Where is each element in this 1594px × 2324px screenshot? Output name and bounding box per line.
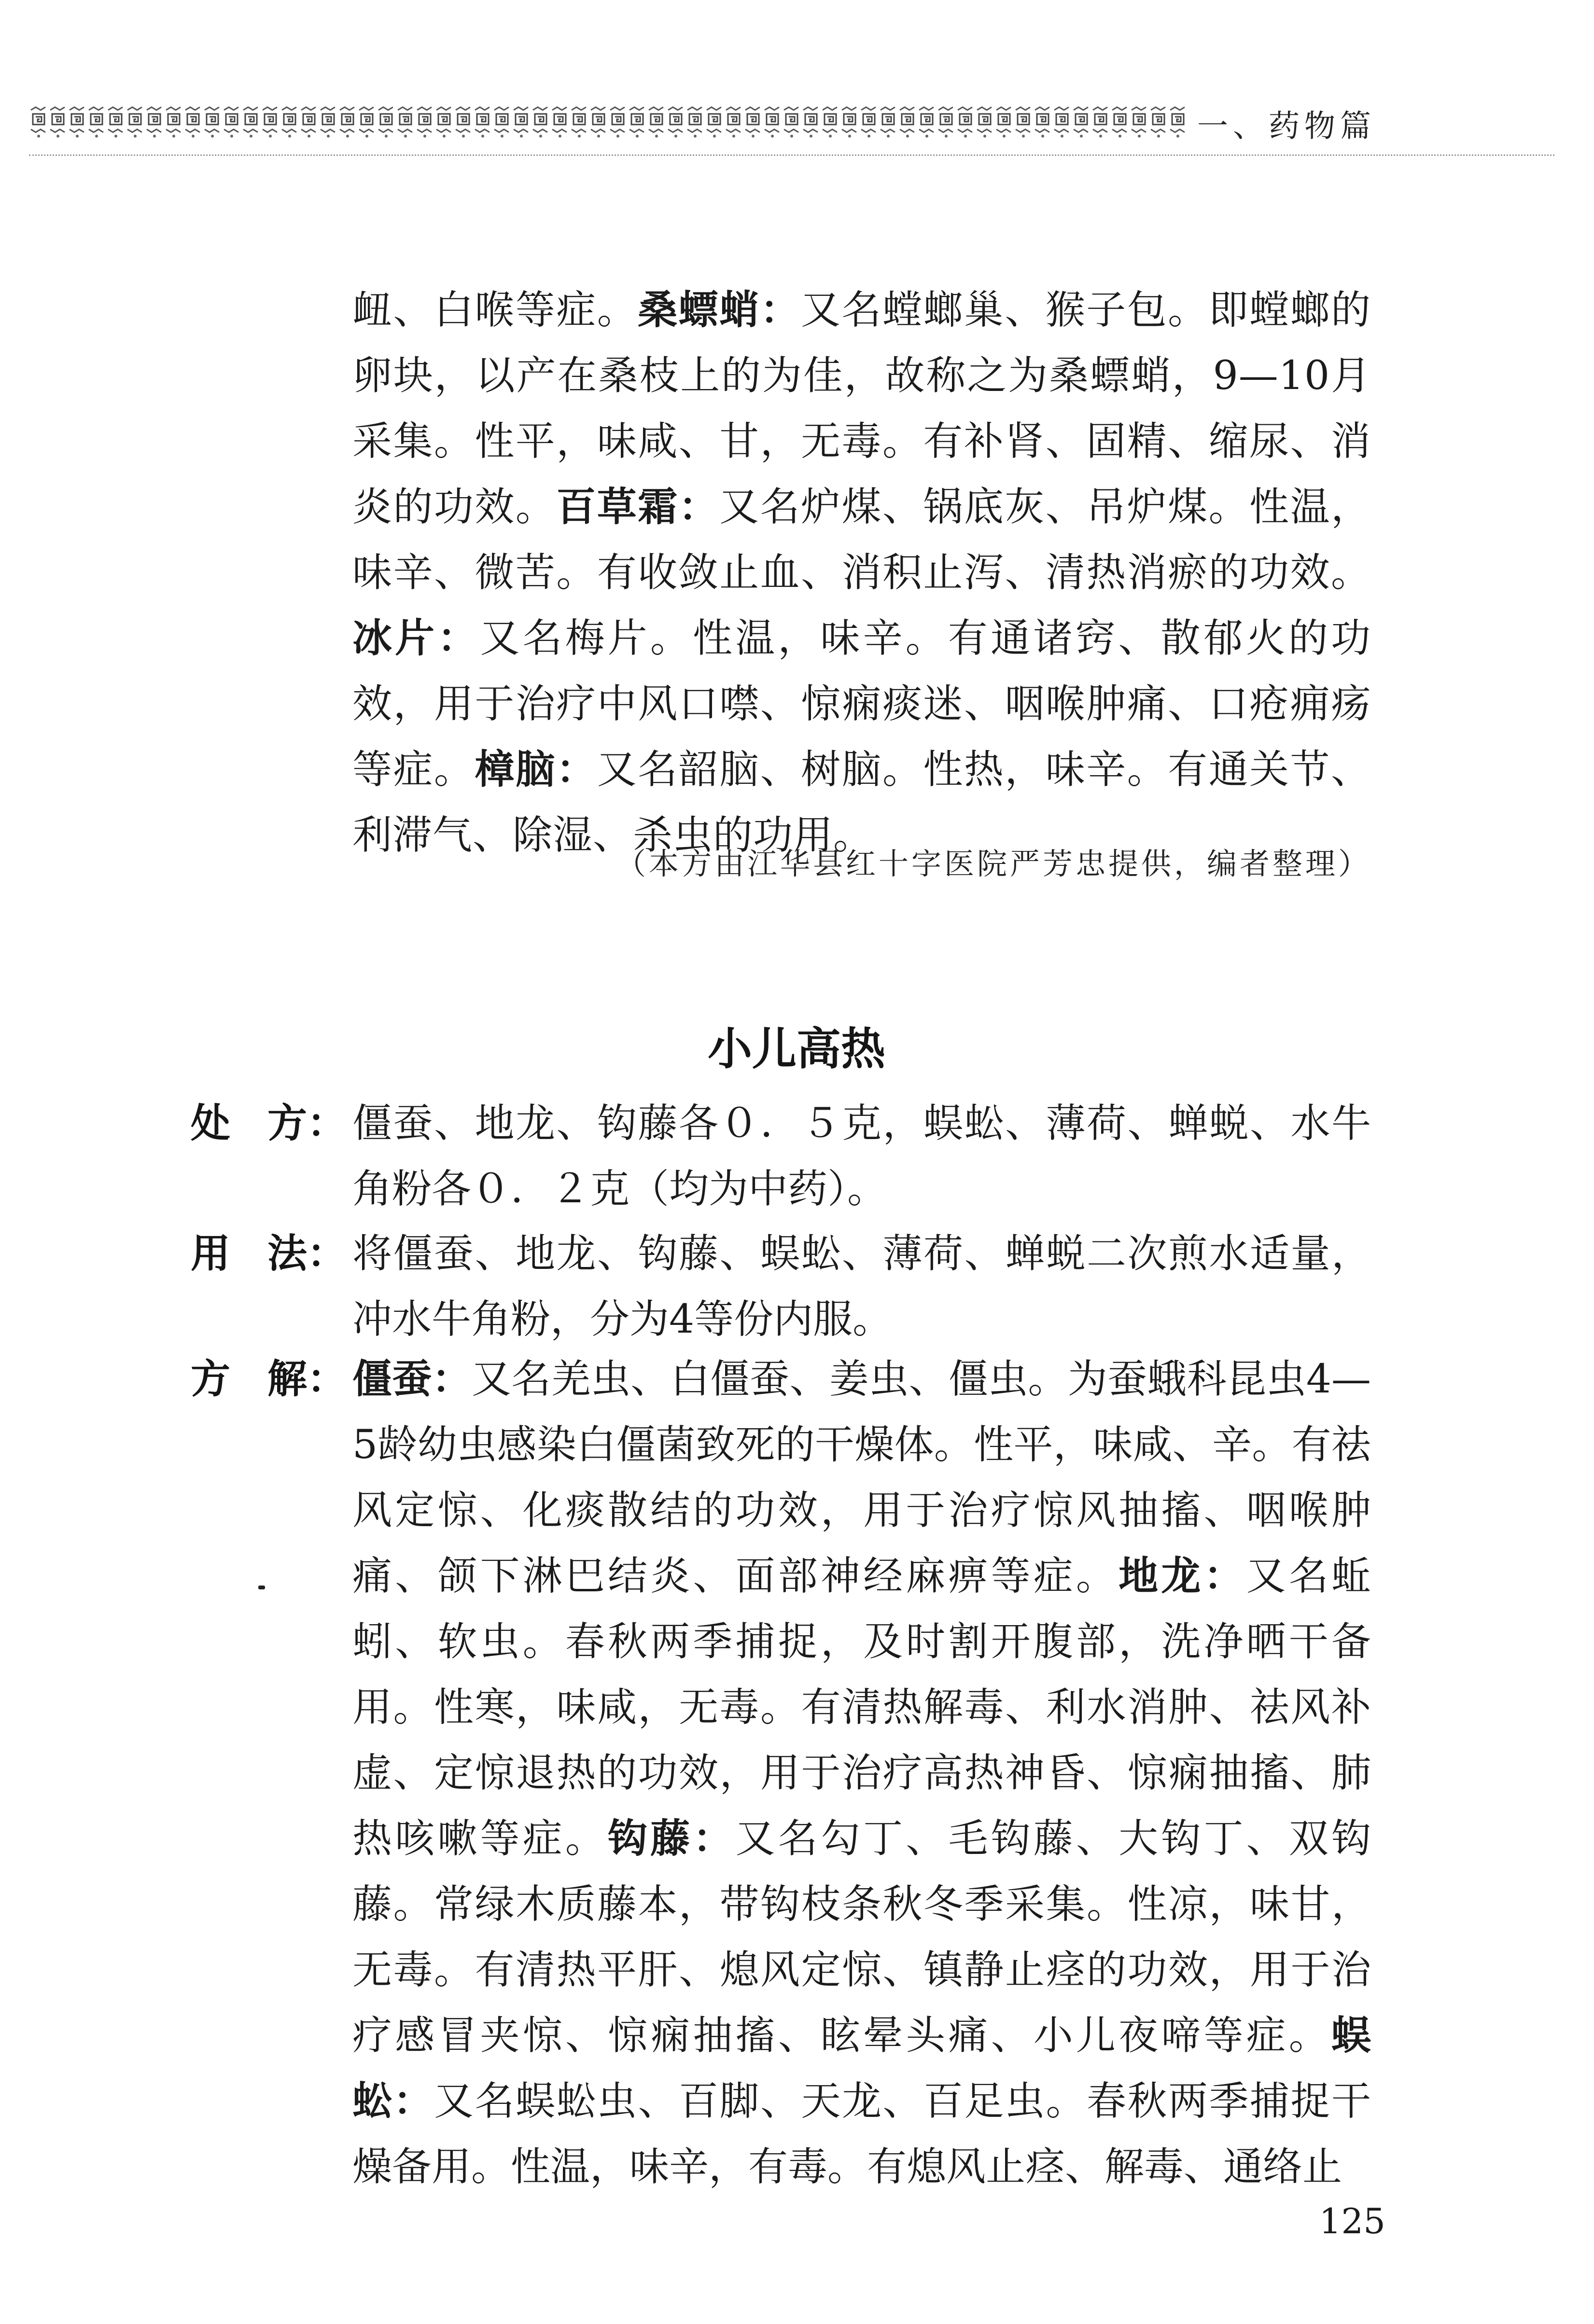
- prescription-label: 处 方：: [191, 1100, 347, 1146]
- term-jiangcan: 僵蚕：: [352, 1356, 472, 1402]
- term-jiangcan-text: 又名羌虫、白僵蚕、姜虫、僵虫。为蚕蛾科昆虫4—5龄幼虫感染白僵菌致死的干燥体。性平，味咸、辛。有祛风定惊、化痰散结的功效，用于治疗惊风抽搐、咽喉肿痛、颌下淋巴结炎、面部神经麻痹等症。: [352, 1356, 1371, 1599]
- prescription-text: 僵蚕、地龙、钩藤各０．５克，蜈蚣、薄荷、蝉蜕、水牛角粉各０．２克（均为中药）。: [352, 1100, 1371, 1212]
- term-bingpian: 冰片：: [352, 615, 480, 661]
- lead-text: 衄、白喉等症。: [352, 287, 638, 333]
- term-baicaoshuang: 百草霜：: [556, 484, 720, 530]
- page-number: 125: [1319, 2201, 1385, 2241]
- explanation-label: 方 解：: [191, 1356, 347, 1402]
- explanation-text: [352, 1347, 1371, 2200]
- continued-paragraph: [352, 278, 1371, 868]
- decorative-header-border: [29, 105, 1188, 139]
- source-note: （本方由江华县红十字医院严芳忠提供，编者整理）: [615, 846, 1371, 881]
- term-gouteng-text: 又名勾丁、毛钩藤、大钩丁、双钩藤。常绿木质藤本，带钩枝条秋冬季采集。性凉，味甘，无毒。有清热平肝、熄风定惊、镇静止痉的功效，用于治疗感冒夹惊、惊痫抽搐、眩晕头痛、小儿夜啼等症。: [352, 1816, 1371, 2059]
- usage-text: 将僵蚕、地龙、钩藤、蜈蚣、薄荷、蝉蜕二次煎水适量，冲水牛角粉，分为4等份内服。: [352, 1231, 1371, 1342]
- header-divider: [29, 154, 1554, 156]
- usage-label: 用 法：: [191, 1231, 347, 1277]
- term-zhangnao-text: 又名韶脑、树脑。性热，味辛。有通关节、利滞气、除湿、杀虫的功用。: [352, 747, 1371, 858]
- running-header-title: 一、药物篇: [1197, 109, 1376, 144]
- term-zhangnao: 樟脑：: [475, 747, 597, 793]
- print-speck: [258, 1586, 265, 1589]
- term-wugong-text: 又名蜈蚣虫、百脚、天龙、百足虫。春秋两季捕捉干燥备用。性温，味辛，有毒。有熄风止痉、解毒、通络止: [352, 2078, 1371, 2190]
- term-sangpiaoxiao: 桑螵蛸：: [638, 287, 801, 333]
- term-gouteng: 钩藤：: [608, 1816, 736, 1862]
- term-bingpian-text: 又名梅片。性温，味辛。有通诸窍、散郁火的功效，用于治疗中风口噤、惊痫痰迷、咽喉肿痛、口疮痈疡等症。: [352, 615, 1371, 793]
- ornament-pattern-icon: [29, 105, 1188, 139]
- section-title: 小儿高热: [707, 1023, 885, 1075]
- term-sangpiaoxiao-text: 又名螳螂巢、猴子包。即螳螂的卵块，以产在桑枝上的为佳，故称之为桑螵蛸，9—10月采集。性平，味咸、甘，无毒。有补肾、固精、缩尿、消炎的功效。: [352, 287, 1371, 530]
- term-baicaoshuang-text: 又名炉煤、锅底灰、吊炉煤。性温，味辛、微苦。有收敛止血、消积止泻、清热消瘀的功效。: [352, 484, 1371, 596]
- term-wugong: 蜈蚣：: [352, 2013, 1371, 2124]
- term-dilong-text: 又名蚯蚓、软虫。春秋两季捕捉，及时割开腹部，洗净晒干备用。性寒，味咸，无毒。有清热解毒、利水消肿、祛风补虚、定惊退热的功效，用于治疗高热神昏、惊痫抽搐、肺热咳嗽等症。: [352, 1553, 1371, 1862]
- term-dilong: 地龙：: [1119, 1553, 1246, 1599]
